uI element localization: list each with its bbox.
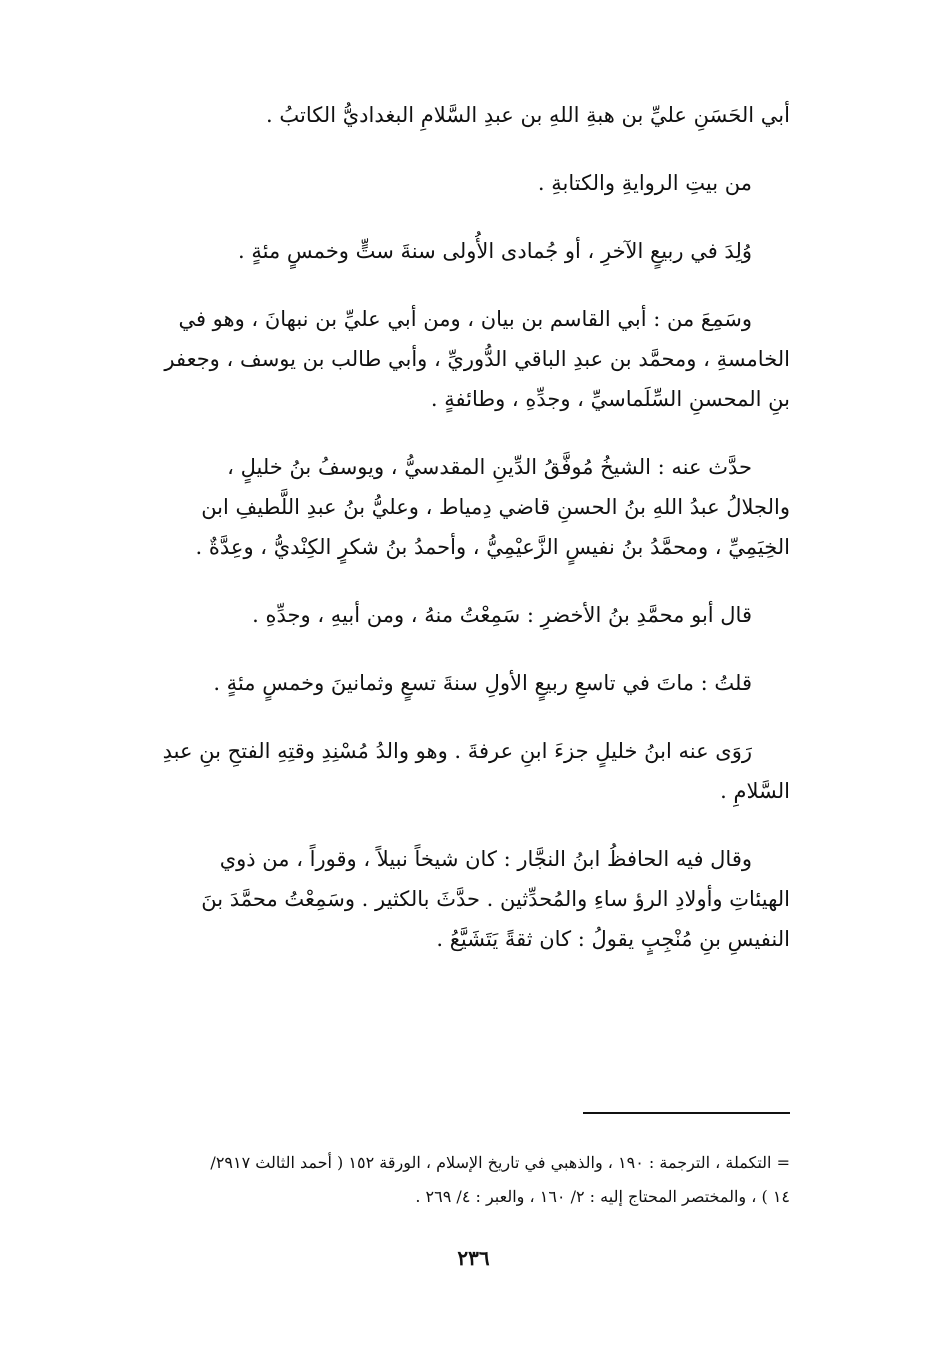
text-line: الهيئاتِ وأولادِ الرؤ ساءِ والمُحدِّثين . حدَّثَ بالكثير . وسَمِعْتُ محمَّدَ بنَ <box>201 887 790 911</box>
paragraph <box>128 595 790 635</box>
paragraph <box>128 299 790 419</box>
paragraph <box>128 839 790 959</box>
paragraph <box>128 163 790 203</box>
page-number: ٢٣٦ <box>457 1246 490 1270</box>
paragraph <box>128 731 790 811</box>
text-line: الخامسةِ ، ومحمَّد بن عبدِ الباقي الدُّوريِّ ، وأبي طالب بن يوسف ، وجعفر <box>164 347 790 371</box>
main-text <box>128 95 790 987</box>
paragraph <box>128 447 790 567</box>
text-line: رَوَى عنه ابنُ خليلٍ جزءَ ابنِ عرفةَ . وهو والدُ مُسْنِدِ وقتِهِ الفتحِ بنِ عبدِ <box>162 739 752 763</box>
text-line: وسَمِعَ من : أبي القاسم بن بيان ، ومن أبي عليِّ بن نبهانَ ، وهو في <box>178 307 752 331</box>
footnote-line: ١٤ ) ، والمختصر المحتاج إليه : ٢/ ١٦٠ ، والعبر : ٤/ ٢٦٩ . <box>415 1187 790 1206</box>
text-line: قال أبو محمَّدِ بنُ الأخضرِ : سَمِعْتُ منهُ ، ومن أبيهِ ، وجدِّهِ . <box>252 603 752 627</box>
text-line: حدَّث عنه : الشيخُ مُوفَّقُ الدِّينِ المقدسيُّ ، ويوسفُ بنُ خليلٍ ، <box>227 455 752 479</box>
paragraph <box>128 231 790 271</box>
text-line: وقال فيه الحافظُ ابنُ النجَّار : كان شيخاً نبيلاً ، وقوراً ، من ذوي <box>219 847 752 871</box>
text-line: بنِ المحسنِ السِّلَماسيِّ ، وجدِّهِ ، وطائفةٍ . <box>430 387 790 411</box>
text-line: وُلِدَ في ربيعٍ الآخرِ ، أو جُمادى الأُولى سنةَ ستٍّ وخمسٍ مئةٍ . <box>238 239 752 263</box>
footnote-separator <box>583 1112 790 1114</box>
text-line: السَّلامِ . <box>720 779 790 803</box>
footnote-line: = التكملة ، الترجمة : ١٩٠ ، والذهبي في تاريخ الإسلام ، الورقة ١٥٢ ( أحمد الثالث ٢٩١٧/ <box>210 1153 790 1172</box>
text-line: النفيسِ بنِ مُنْجِبٍ يقولُ : كان ثقةً يَتَشَيَّعُ . <box>436 927 790 951</box>
text-line: قلتُ : ماتَ في تاسعِ ربيعٍ الأولِ سنةَ تسعٍ وثمانينَ وخمسٍ مئةٍ . <box>213 671 752 695</box>
paragraph <box>128 663 790 703</box>
text-line: والجلالُ عبدُ اللهِ بنُ الحسنِ قاضي دِمياط ، وعليُّ بنُ عبدِ اللَّطيفِ ابن <box>201 495 790 519</box>
paragraph <box>128 95 790 135</box>
text-line: من بيتِ الروايةِ والكتابةِ . <box>537 171 752 195</box>
footnote <box>128 1146 790 1214</box>
text-line: أبي الحَسَنِ عليِّ بن هبةِ اللهِ بن عبدِ السَّلامِ البغداديُّ الكاتبُ . <box>266 103 790 127</box>
text-line: الخِيَمِيِّ ، ومحمَّدُ بنُ نفيسٍ الزَّعيْمِيُّ ، وأحمدُ بنُ شكرٍ الكِنْديُّ ، وعِدَّةٌ . <box>195 535 790 559</box>
